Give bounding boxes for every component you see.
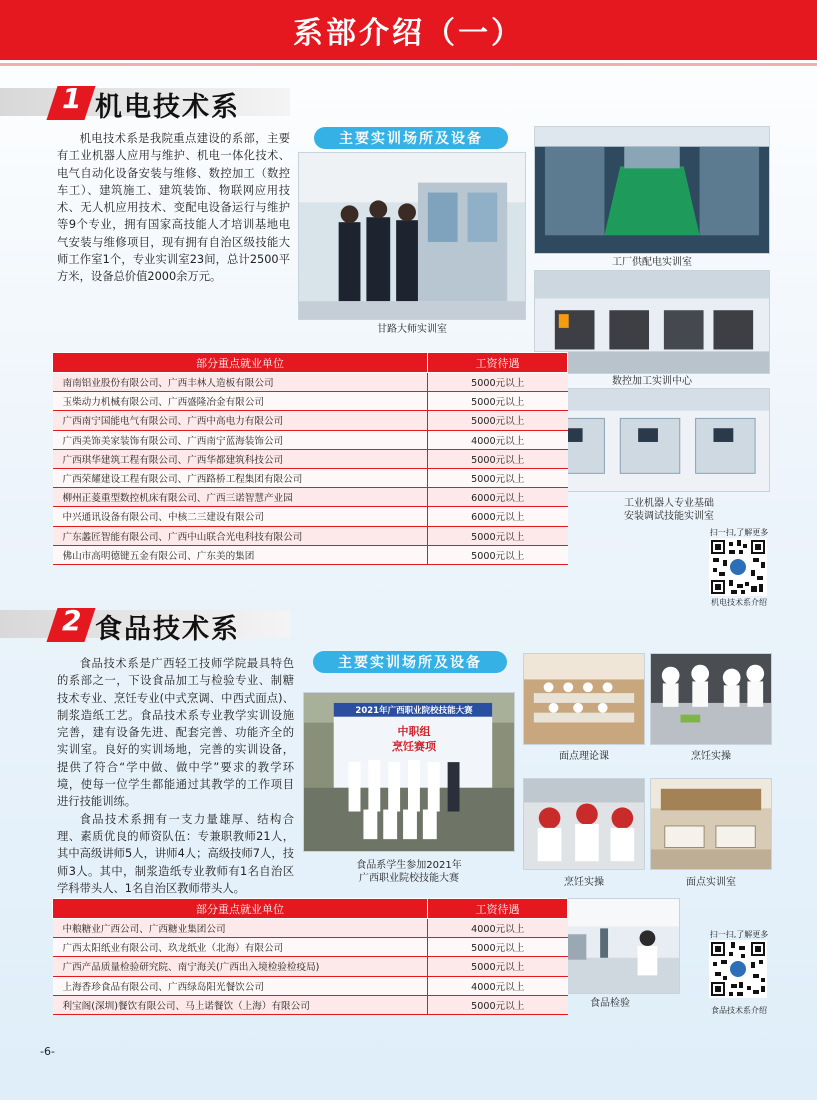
table-row — [53, 526, 568, 545]
salary-cell: 4000元以上 — [428, 976, 568, 995]
banner-divider — [0, 63, 817, 66]
company-cell: 广东蠡匠智能有限公司、广西中山联合光电科技有限公司 — [53, 526, 428, 545]
caption-pastry-lab: 面点实训室 — [686, 877, 736, 888]
photo-power-lab — [534, 126, 770, 254]
section2-paragraph-1: 食品技术系是广西轻工技师学院最具特色的系部之一，下设食品加工与检验专业、制糖技术专业、烹饪专业(中式烹调、中西式面点)、制浆造纸工艺。食品技术系专业教学实训设施完善，建有设备先进、配套完善、功能齐全的实训室。良好的实训场地，完善的实训设备，提供了符合“学中做、做中学”要求的教学环境，使每一位学生都能通过其教学的工作项目进行技能训练。 — [57, 657, 294, 809]
salary-cell: 6000元以上 — [428, 507, 568, 526]
photo-robot-lab — [534, 388, 770, 492]
qr1-bottom-text: 机电技术系介绍 — [711, 598, 767, 607]
table-row — [53, 545, 568, 564]
salary-cell: 6000元以上 — [428, 488, 568, 507]
caption-cooking-2: 烹饪实操 — [564, 877, 604, 888]
salary-cell: 5000元以上 — [428, 449, 568, 468]
salary-cell: 4000元以上 — [428, 430, 568, 449]
contest-group-text: 中职组 — [397, 725, 431, 738]
company-cell: 广西产品质量检验研究院、南宁海关(广西出入境检验检疫局) — [53, 957, 428, 976]
section1-description-text: 机电技术系是我院重点建设的系部，主要有工业机器人应用与维护、机电一体化技术、电气自动化设备安装与维修、数控加工（数控车工）、建筑施工、建筑装饰、物联网应用技术、无人机应用技术、变配电设备运行与维护等9个专业，拥有国家高技能人才培训基地电气安装与维修项目，现有拥有自治区级技能大师工作室1个，专业实训室23间，总计2500平方米，设备总价值2000余万元。 — [57, 132, 290, 284]
caption-cnc-lab: 数控加工实训中心 — [612, 376, 692, 387]
photo-pastry-theory — [523, 653, 645, 745]
section2-facilities-label: 主要实训场所及设备 — [313, 651, 507, 673]
table-row — [53, 430, 568, 449]
section1-header — [0, 80, 300, 123]
table-row — [53, 449, 568, 468]
company-cell: 上海香珍食品有限公司、广西绿岛阳光餐饮公司 — [53, 976, 428, 995]
salary-cell: 5000元以上 — [428, 411, 568, 430]
table-row — [53, 957, 568, 976]
qr2-bottom-text: 食品技术系介绍 — [711, 1006, 767, 1015]
qr2-code[interactable] — [709, 940, 767, 998]
table-row — [53, 976, 568, 995]
caption-master-lab: 甘路大师实训室 — [377, 324, 447, 335]
page-number: -6- — [40, 1045, 55, 1058]
salary-cell: 5000元以上 — [428, 526, 568, 545]
photo-pastry-lab — [650, 778, 772, 870]
section2-employer-table — [52, 898, 568, 1015]
table-row — [53, 919, 568, 938]
photo-contest — [303, 692, 515, 852]
qr-code-icon — [709, 538, 767, 596]
photo-cnc-lab — [534, 270, 770, 374]
salary-cell: 5000元以上 — [428, 995, 568, 1014]
contest-item-text: 烹饪赛项 — [392, 740, 436, 753]
table-row — [53, 373, 568, 392]
section2-paragraph-2: 食品技术系拥有一支力量雄厚、结构合理、素质优良的师资队伍：专兼职教师21人，其中高级讲师5人，讲师4人；高级技师7人，技师3人。其中，制浆造纸专业教师有1名自治区学科带头人、1名自治区教师带头人。 — [57, 812, 294, 895]
section1-title: 机电技术系 — [95, 92, 240, 123]
company-cell: 中粮糖业广西公司、广西糖业集团公司 — [53, 919, 428, 938]
table-row — [53, 488, 568, 507]
caption-power-lab: 工厂供配电实训室 — [612, 257, 692, 268]
company-cell: 佛山市高明德键五金有限公司、广东美的集团 — [53, 545, 428, 564]
salary-cell: 5000元以上 — [428, 938, 568, 957]
caption-pastry-theory: 面点理论课 — [559, 751, 609, 762]
company-cell: 南南铝业股份有限公司、广西丰林人造板有限公司 — [53, 373, 428, 392]
company-cell: 广西南宁国能电气有限公司、广西中高电力有限公司 — [53, 411, 428, 430]
table-header-row — [53, 353, 568, 373]
caption-cooking-1: 烹饪实操 — [691, 751, 731, 762]
caption-robot-lab: 工业机器人专业基础 安装调试技能实训室 — [624, 498, 714, 522]
caption-inspection: 食品检验 — [590, 998, 630, 1009]
table-header-row — [53, 899, 568, 919]
qr2-top-text: 扫一扫,了解更多 — [709, 930, 769, 939]
section1-description — [57, 130, 290, 286]
qr-code-icon — [709, 940, 767, 998]
company-cell: 柳州正菱重型数控机床有限公司、广西三诺智慧产业园 — [53, 488, 428, 507]
salary-cell: 5000元以上 — [428, 392, 568, 411]
section2-header — [0, 602, 300, 645]
company-cell: 广西琪华建筑工程有限公司、广西华都建筑科技公司 — [53, 449, 428, 468]
table-row — [53, 392, 568, 411]
salary-cell: 4000元以上 — [428, 919, 568, 938]
page-title: 系部介绍（一） — [293, 16, 524, 51]
header-salary: 工资待遇 — [428, 353, 568, 373]
contest-banner-text: 2021年广西职业院校技能大赛 — [355, 706, 473, 716]
salary-cell: 5000元以上 — [428, 545, 568, 564]
company-cell: 利宝阁(深圳)餐饮有限公司、马上诺餐饮（上海）有限公司 — [53, 995, 428, 1014]
section1-employer-table — [52, 352, 568, 565]
photo-cooking-1 — [650, 653, 772, 745]
company-cell: 广西美饰美家装饰有限公司、广西南宁蓝海装饰公司 — [53, 430, 428, 449]
header-salary: 工资待遇 — [428, 899, 568, 919]
section2-title: 食品技术系 — [95, 614, 240, 645]
table-row — [53, 938, 568, 957]
company-cell: 中兴通讯设备有限公司、中核二三建设有限公司 — [53, 507, 428, 526]
photo-cooking-2 — [523, 778, 645, 870]
company-cell: 玉柴动力机械有限公司、广西盛隆冶金有限公司 — [53, 392, 428, 411]
table-row — [53, 468, 568, 487]
qr1-code[interactable] — [709, 538, 767, 596]
salary-cell: 5000元以上 — [428, 468, 568, 487]
caption-contest: 食品系学生参加2021年 广西职业院校技能大赛 — [356, 860, 462, 884]
header-company: 部分重点就业单位 — [53, 899, 428, 919]
company-cell: 广西太阳纸业有限公司、玖龙纸业（北海）有限公司 — [53, 938, 428, 957]
top-banner — [0, 0, 817, 60]
salary-cell: 5000元以上 — [428, 373, 568, 392]
qr1-top-text: 扫一扫,了解更多 — [709, 528, 769, 537]
table-row — [53, 411, 568, 430]
table-row — [53, 995, 568, 1014]
header-company: 部分重点就业单位 — [53, 353, 428, 373]
section1-number: 1 — [62, 82, 82, 115]
section1-facilities-label: 主要实训场所及设备 — [314, 127, 508, 149]
table-row — [53, 507, 568, 526]
section2-number: 2 — [62, 604, 82, 637]
photo-master-lab — [298, 152, 526, 320]
company-cell: 广西荣耀建设工程有限公司、广西路桥工程集团有限公司 — [53, 468, 428, 487]
salary-cell: 5000元以上 — [428, 957, 568, 976]
section2-description — [57, 655, 294, 897]
